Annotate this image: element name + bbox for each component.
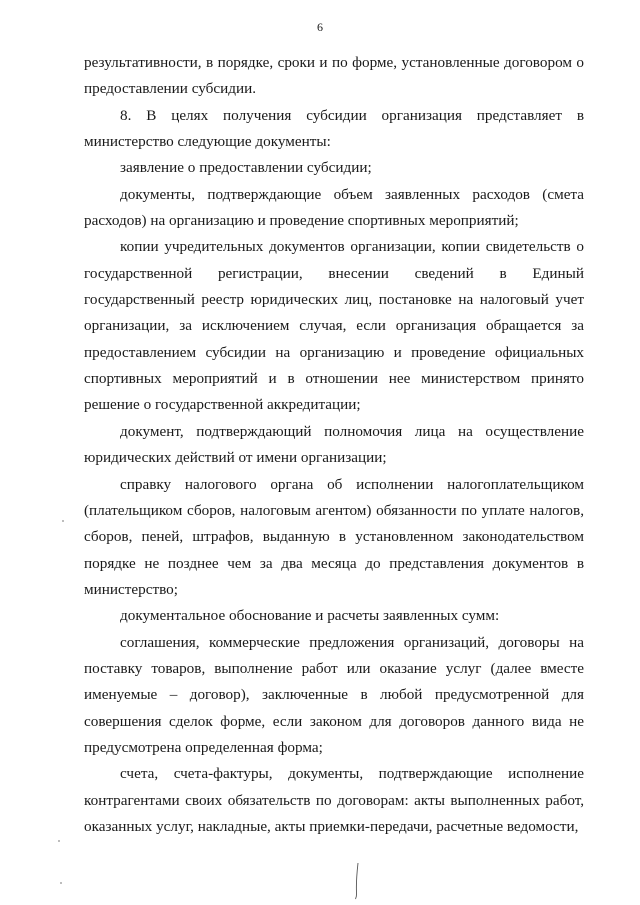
paragraph-authority-document: документ, подтверждающий полномочия лица на осуществление юридических действий от имени организации; — [84, 422, 584, 467]
paragraph-item-8: 8. В целях получения субсидии организация представляет в министерство следующие документы: — [84, 106, 584, 151]
scan-speck — [62, 520, 64, 522]
paragraph-expense-documents: документы, подтверждающие объем заявленных расходов (смета расходов) на организацию и проведение спортивных мероприятий; — [84, 185, 584, 230]
scan-speck — [58, 840, 60, 842]
scan-speck — [60, 882, 62, 884]
pen-mark — [353, 862, 361, 900]
paragraph-tax-certificate: справку налогового органа об исполнении налогоплательщиком (плательщиком сборов, налоговым агентом) обязанности по уплате налогов, сборов, пеней, штрафов, выданную в установленном законодательством порядке не позднее чем за два месяца до представления документов в министерство; — [84, 475, 584, 598]
paragraph-application: заявление о предоставлении субсидии; — [120, 159, 372, 177]
paragraph-justification: документальное обоснование и расчеты заявленных сумм: — [120, 607, 500, 625]
page-number: 6 — [317, 20, 323, 34]
document-body — [84, 50, 584, 840]
paragraph-invoices: счета, счета-фактуры, документы, подтверждающие исполнение контрагентами своих обязательств по договорам: акты выполненных работ, оказанных услуг, накладные, акты приемки-передачи, расчетные ведомости, — [84, 765, 584, 835]
paragraph-agreements: соглашения, коммерческие предложения организаций, договоры на поставку товаров, выполнение работ или оказание услуг (далее вместе именуемые – договор), заключенные в любой предусмотренной для совершения сделок форме, если законом для договоров данного вида не предусмотрена определенная форма; — [84, 633, 584, 756]
paragraph-founding-documents: копии учредительных документов организации, копии свидетельств о государственной регистрации, внесении сведений в Единый государственный реестр юридических лиц, постановке на налоговый учет организации, за исключением случая, если организация обращается за предоставлением субсидии на организацию и проведение официальных спортивных мероприятий и в отношении нее министерством принято решение о государственной аккредитации; — [84, 238, 584, 414]
paragraph-continuation: результативности, в порядке, сроки и по форме, установленные договором о предоставлении субсидии. — [84, 54, 584, 98]
